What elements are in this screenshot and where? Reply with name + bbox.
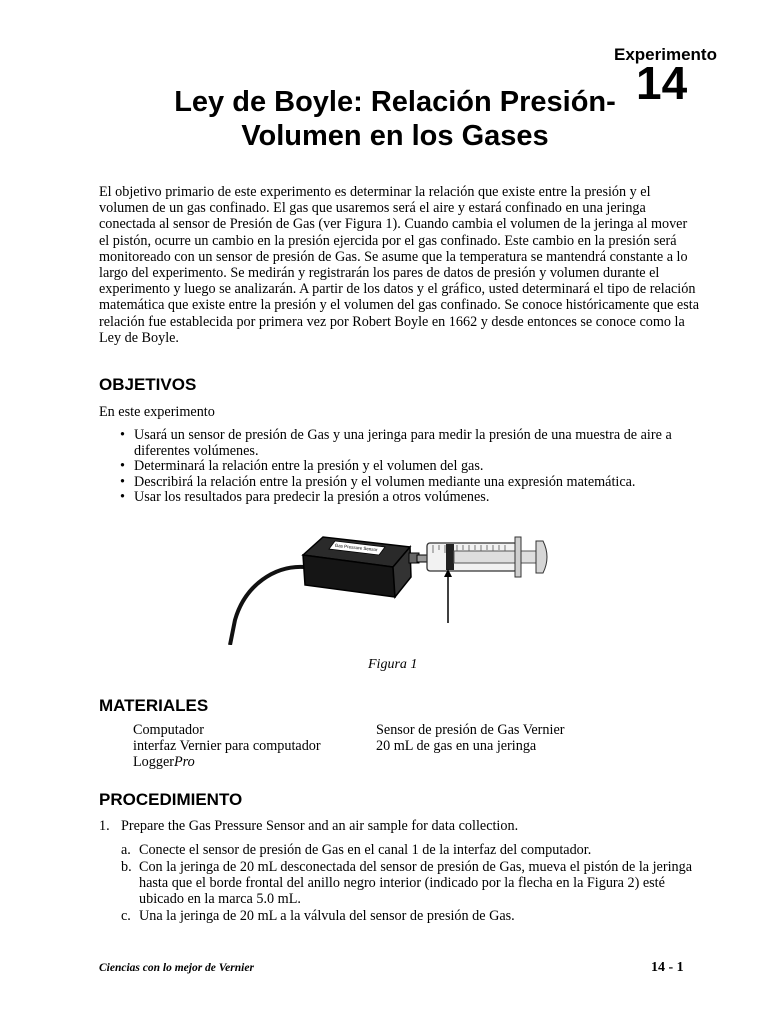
- substep-letter: b.: [121, 859, 132, 875]
- figure-1-illustration: [225, 525, 565, 645]
- title-line-2: Volumen en los Gases: [241, 120, 549, 152]
- title-line-1: Ley de Boyle: Relación Presión-: [174, 86, 616, 118]
- objetivo-item: • Determinará la relación entre la presión y el volumen del gas.: [104, 459, 694, 475]
- procedure-step: [99, 818, 699, 924]
- objetivo-item: • Usará un sensor de presión de Gas y una jeringa para medir la presión de una muestra de aire a diferentes volúmenes.: [104, 428, 694, 459]
- objetivo-item: • Usar los resultados para predecir la presión a otros volúmenes.: [104, 490, 694, 506]
- logger-suffix: Pro: [173, 754, 195, 771]
- procedimiento-heading: PROCEDIMIENTO: [99, 790, 243, 809]
- syringe-flange: [515, 537, 521, 577]
- materiales-heading: MATERIALES: [99, 696, 209, 715]
- sensor-cable: [230, 567, 305, 645]
- material-item: 20 mL de gas en una jeringa: [376, 738, 537, 755]
- sensor-label: Gas Pressure Sensor: [334, 542, 378, 553]
- step-number: 1.: [99, 818, 110, 834]
- substep-letter: c.: [121, 908, 131, 924]
- substep-list: [99, 842, 699, 924]
- substep-text: Con la jeringa de 20 mL desconectada del sensor de presión de Gas, mueva el pistón de la jeringa hasta que el borde frontal del anillo negro interior (indicado por la flecha en la Figura 2) esté ubicado en la marca 5.0 mL.: [139, 859, 693, 907]
- substep-letter: a.: [121, 842, 131, 858]
- experiment-label: Experimento: [614, 45, 717, 64]
- material-item: Sensor de presión de Gas Vernier: [376, 722, 565, 738]
- substep-text: Una la jeringa de 20 mL a la válvula del sensor de presión de Gas.: [139, 908, 515, 924]
- materiales-right-column: [376, 722, 564, 754]
- figure-caption: Figura 1: [368, 657, 418, 672]
- gas-pressure-sensor: [303, 537, 411, 597]
- plunger-ring: [446, 544, 454, 570]
- materiales-left-column: [133, 722, 321, 771]
- intro-paragraph: El objetivo primario de este experimento es determinar la relación que existe entre la presión y el volumen de un gas confinado. El gas que usaremos será el aire y estará confinado en una jeringa conectada al sensor de Presión de Gas (ver Figura 1). Cuando cambia el volumen de la jeringa al mover el pistón, ocurre un cambio en la presión ejercida por el gas confinado. Este cambio en la presión será monitoreado con un sensor de presión de Gas. Se asume que la temperatura se mantendrá constante a lo largo del experimento. Se medirán y registrarán los pares de datos de presión y volumen durante el experimento y luego se analizarán. A partir de los datos y el gráfico, usted determinará el tipo de relación matemática que existe entre la presión y el volumen del gas confinado. Se conoce históricamente que esta relación fue establecida por primera vez por Robert Boyle en 1662 y desde entonces se conoce como la Ley de Boyle.: [99, 184, 699, 346]
- objetivos-heading: OBJETIVOS: [99, 375, 197, 394]
- logger-prefix: Logger: [133, 754, 174, 771]
- objetivos-list: [104, 428, 694, 506]
- material-item: Computador: [133, 722, 204, 738]
- procedure-list: [99, 818, 699, 925]
- substep-item: [99, 842, 699, 858]
- step-text: Prepare the Gas Pressure Sensor and an air sample for data collection.: [121, 818, 519, 834]
- objetivos-lead: En este experimento: [99, 404, 215, 420]
- material-item-logger: [133, 754, 321, 770]
- plunger-thumb: [536, 541, 547, 573]
- syringe: [427, 537, 547, 577]
- substep-item: [99, 908, 699, 924]
- objetivo-item: • Describirá la relación entre la presión y el volumen mediante una expresión matemática.: [104, 475, 694, 491]
- material-item: interfaz Vernier para computador: [133, 738, 321, 755]
- experiment-number: 14: [636, 57, 688, 109]
- page-number: 14 - 1: [651, 960, 684, 975]
- substep-text: Conecte el sensor de presión de Gas en el canal 1 de la interfaz del computador.: [139, 842, 592, 858]
- footer-publication: Ciencias con lo mejor de Vernier: [99, 962, 254, 974]
- document-title: [95, 85, 695, 153]
- substep-item: [99, 859, 699, 907]
